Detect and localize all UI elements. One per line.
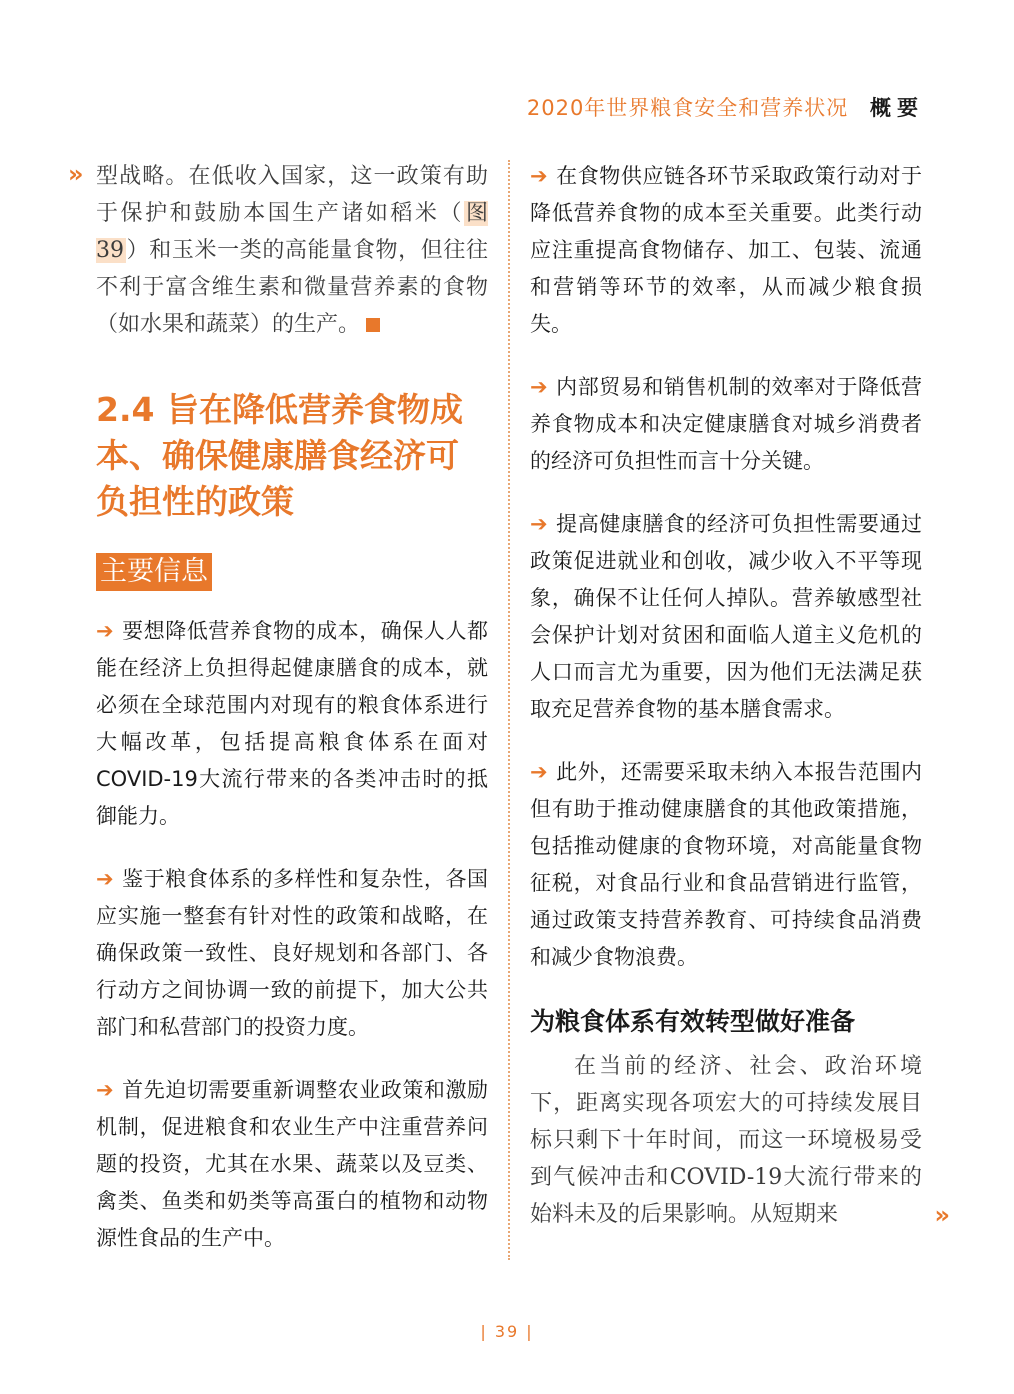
intro-text-before-link: 型战略。在低收入国家，这一政策有助于保护和鼓励本国生产诸如稻米（ <box>96 164 488 226</box>
bullet-text: 要想降低营养食物的成本，确保人人都能在经济上负担得起健康膳食的成本，就必须在全球范围内对现有的粮食体系进行大幅改革，包括提高粮食体系在面对COVID-19大流行带来的各类冲击时的抵御能力。 <box>96 619 488 828</box>
arrow-icon: ➔ <box>530 760 548 784</box>
bullet-text: 内部贸易和销售机制的效率对于降低营养食物成本和决定健康膳食对城乡消费者的经济可负担性而言十分关键。 <box>530 375 922 473</box>
continues-mark: » <box>934 1201 950 1229</box>
arrow-icon: ➔ <box>96 867 114 891</box>
arrow-icon: ➔ <box>96 1078 114 1102</box>
key-message-bullet <box>530 369 922 480</box>
left-bullet-list <box>96 613 488 1257</box>
arrow-icon: ➔ <box>530 164 548 188</box>
bullet-text: 此外，还需要采取未纳入本报告范围内但有助于推动健康膳食的其他政策措施，包括推动健康的食物环境，对高能量食物征税，对食品行业和食品营销进行监管，通过政策支持营养教育、可持续食品消费和减少食物浪费。 <box>530 760 922 969</box>
key-message-bullet <box>530 158 922 343</box>
bullet-text: 提高健康膳食的经济可负担性需要通过政策促进就业和创收，减少收入不平等现象，确保不让任何人掉队。营养敏感型社会保护计划对贫困和面临人道主义危机的人口而言尤为重要，因为他们无法满足获取充足营养食物的基本膳食需求。 <box>530 512 922 721</box>
key-message-bullet <box>530 754 922 976</box>
right-column <box>530 158 950 1233</box>
arrow-icon: ➔ <box>530 375 548 399</box>
key-messages-label: 主要信息 <box>96 553 212 591</box>
key-message-bullet <box>530 506 922 728</box>
bullet-text: 在食物供应链各环节采取政策行动对于降低营养食物的成本至关重要。此类行动应注重提高食物储存、加工、包装、流通和营销等环节的效率，从而减少粮食损失。 <box>530 164 922 336</box>
key-message-bullet <box>96 613 488 835</box>
column-divider <box>508 160 510 1260</box>
intro-paragraph <box>96 158 488 343</box>
body-paragraph: 在当前的经济、社会、政治环境下，距离实现各项宏大的可持续发展目标只剩下十年时间，而这一环境极易受到气候冲击和COVID-19大流行带来的始料未及的后果影响。从短期来 <box>530 1054 922 1227</box>
section-label: 概要 <box>870 96 924 120</box>
left-column <box>68 158 488 1283</box>
intro-text-after-link: ）和玉米一类的高能量食物，但往往不利于富含维生素和微量营养素的食物（如水果和蔬菜）的生产。 <box>96 238 488 337</box>
key-message-bullet <box>96 1072 488 1257</box>
bullet-text: 鉴于粮食体系的多样性和复杂性，各国应实施一整套有针对性的政策和战略，在确保政策一致性、良好规划和各部门、各行动方之间协调一致的前提下，加大公共部门和私营部门的投资力度。 <box>96 867 488 1039</box>
arrow-icon: ➔ <box>530 512 548 536</box>
subheading: 为粮食体系有效转型做好准备 <box>530 1007 856 1036</box>
report-title: 2020年世界粮食安全和营养状况 <box>526 96 849 120</box>
running-header <box>527 92 924 122</box>
page-number: | 39 | <box>480 1322 534 1341</box>
key-message-bullet <box>96 861 488 1046</box>
bullet-text: 首先迫切需要重新调整农业政策和激励机制，促进粮食和农业生产中注重营养问题的投资，尤其在水果、蔬菜以及豆类、禽类、鱼类和奶类等高蛋白的植物和动物源性食品的生产中。 <box>96 1078 488 1250</box>
section-title: 2.4 旨在降低营养食物成本、确保健康膳食经济可负担性的政策 <box>96 390 463 521</box>
arrow-icon: ➔ <box>96 619 114 643</box>
page-number-value: 39 <box>494 1322 520 1341</box>
end-of-section-square <box>366 318 380 332</box>
continued-from-mark: » <box>68 160 84 188</box>
figure-39-link[interactable]: 图39 <box>96 201 488 263</box>
